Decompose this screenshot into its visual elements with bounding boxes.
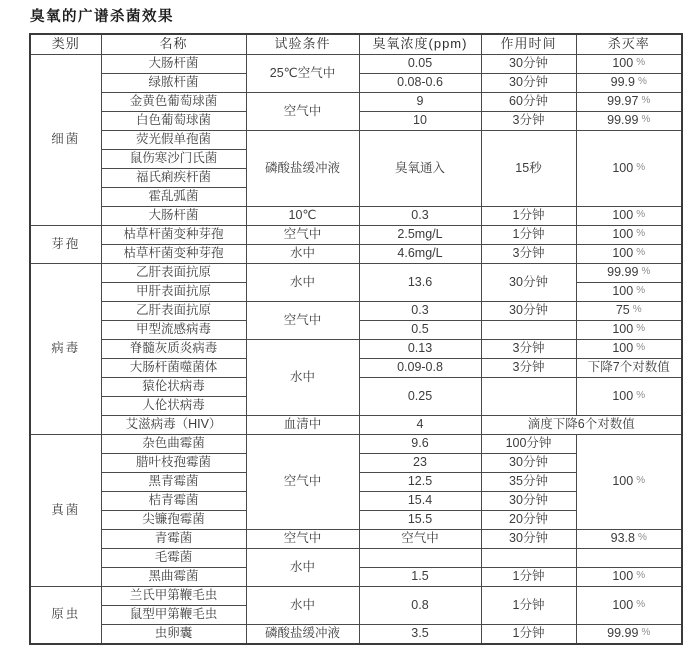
table-cell: 3分钟 — [481, 245, 576, 264]
table-row — [30, 245, 682, 264]
table-cell: 乙肝表面抗原 — [101, 264, 246, 283]
percent-sign: % — [636, 598, 646, 610]
table-cell: 1分钟 — [481, 587, 576, 625]
percent-sign: % — [641, 95, 651, 107]
table-row — [30, 226, 682, 245]
ozone-sterilization-table — [29, 33, 683, 645]
table-cell: 空气中 — [246, 530, 359, 549]
table-cell: 大肠杆菌噬菌体 — [101, 359, 246, 378]
table-cell: 9.6 — [359, 435, 481, 454]
table-cell: 30分钟 — [481, 530, 576, 549]
table-cell: 空气中 — [359, 530, 481, 549]
percent-sign: % — [636, 285, 646, 297]
table-cell: 25℃空气中 — [246, 55, 359, 93]
table-cell: 3分钟 — [481, 112, 576, 131]
table-cell: 枯草杆菌变种芽孢 — [101, 226, 246, 245]
table-cell: 30分钟 — [481, 55, 576, 74]
table-cell: 荧光假单孢菌 — [101, 131, 246, 150]
percent-sign: % — [637, 532, 647, 544]
table-cell: 15秒 — [481, 131, 576, 207]
table-cell: 100 % — [576, 226, 682, 245]
table-cell: 虫卵囊 — [101, 625, 246, 645]
table-cell: 0.05 — [359, 55, 481, 74]
percent-sign: % — [636, 57, 646, 69]
percent-sign: % — [636, 323, 646, 335]
column-header-3: 臭氧浓度(ppm) — [359, 34, 481, 55]
percent-sign: % — [632, 304, 642, 316]
table-cell: 30分钟 — [481, 492, 576, 511]
table-cell: 下降7个对数值 — [576, 359, 682, 378]
table-cell: 水中 — [246, 587, 359, 625]
table-row — [30, 207, 682, 226]
table-cell: 99.9 % — [576, 74, 682, 93]
table-row — [30, 587, 682, 606]
table-cell: 甲肝表面抗原 — [101, 283, 246, 302]
table-row — [30, 131, 682, 150]
table-cell: 磷酸盐缓冲液 — [246, 131, 359, 207]
table-cell: 12.5 — [359, 473, 481, 492]
table-row — [30, 340, 682, 359]
table-cell: 桔青霉菌 — [101, 492, 246, 511]
table-cell: 99.99 % — [576, 625, 682, 645]
table-cell: 水中 — [246, 264, 359, 302]
percent-sign: % — [637, 76, 647, 88]
table-cell: 100 % — [576, 283, 682, 302]
percent-sign: % — [636, 209, 646, 221]
table-cell: 23 — [359, 454, 481, 473]
table-cell: 93.8 % — [576, 530, 682, 549]
table-cell: 金黄色葡萄球菌 — [101, 93, 246, 112]
column-header-4: 作用时间 — [481, 34, 576, 55]
table-cell: 猿伦状病毒 — [101, 378, 246, 397]
table-cell: 100 % — [576, 435, 682, 530]
table-cell: 100 % — [576, 378, 682, 416]
table-row — [30, 416, 682, 435]
table-row — [30, 435, 682, 454]
percent-sign: % — [636, 475, 646, 487]
table-cell: 3分钟 — [481, 340, 576, 359]
column-header-1: 名称 — [101, 34, 246, 55]
table-cell: 30分钟 — [481, 302, 576, 321]
table-cell: 大肠杆菌 — [101, 55, 246, 74]
column-header-5: 杀灭率 — [576, 34, 682, 55]
table-cell: 青霉菌 — [101, 530, 246, 549]
table-row — [30, 264, 682, 283]
percent-sign: % — [636, 342, 646, 354]
table-cell: 水中 — [246, 340, 359, 416]
table-cell: 臭氧通入 — [359, 131, 481, 207]
table-cell: 空气中 — [246, 302, 359, 340]
category-cell: 原虫 — [30, 587, 101, 645]
column-header-2: 试验条件 — [246, 34, 359, 55]
table-cell: 15.5 — [359, 511, 481, 530]
percent-sign: % — [636, 247, 646, 259]
table-cell: 10 — [359, 112, 481, 131]
table-cell: 3.5 — [359, 625, 481, 645]
percent-sign: % — [641, 114, 651, 126]
table-cell: 100 % — [576, 131, 682, 207]
table-cell: 水中 — [246, 549, 359, 587]
table-cell: 黑青霉菌 — [101, 473, 246, 492]
table-cell: 2.5mg/L — [359, 226, 481, 245]
table-header-row — [30, 34, 682, 55]
percent-sign: % — [636, 161, 646, 173]
table-cell — [481, 378, 576, 416]
table-cell: 15.4 — [359, 492, 481, 511]
table-cell: 3分钟 — [481, 359, 576, 378]
table-cell: 绿脓杆菌 — [101, 74, 246, 93]
table-cell: 100 % — [576, 55, 682, 74]
table-cell: 1分钟 — [481, 568, 576, 587]
table-cell: 0.8 — [359, 587, 481, 625]
table-cell: 毛霉菌 — [101, 549, 246, 568]
table-row — [30, 302, 682, 321]
table-row — [30, 530, 682, 549]
table-cell: 0.13 — [359, 340, 481, 359]
table-cell: 100 % — [576, 587, 682, 625]
table-cell: 水中 — [246, 245, 359, 264]
table-cell: 20分钟 — [481, 511, 576, 530]
table-cell: 99.97 % — [576, 93, 682, 112]
table-cell: 1分钟 — [481, 226, 576, 245]
table-cell — [359, 549, 481, 568]
table-row — [30, 93, 682, 112]
table-cell: 60分钟 — [481, 93, 576, 112]
table-cell — [481, 321, 576, 340]
table-cell: 0.3 — [359, 302, 481, 321]
percent-sign: % — [636, 389, 646, 401]
table-cell: 30分钟 — [481, 264, 576, 302]
table-cell: 0.09-0.8 — [359, 359, 481, 378]
table-cell: 血清中 — [246, 416, 359, 435]
table-row — [30, 625, 682, 645]
table-cell: 9 — [359, 93, 481, 112]
table-cell: 4.6mg/L — [359, 245, 481, 264]
table-cell: 0.3 — [359, 207, 481, 226]
percent-sign: % — [636, 570, 646, 582]
table-cell: 100 % — [576, 245, 682, 264]
category-cell: 芽孢 — [30, 226, 101, 264]
table-cell: 1分钟 — [481, 207, 576, 226]
category-cell: 真菌 — [30, 435, 101, 587]
table-cell: 人伦状病毒 — [101, 397, 246, 416]
table-cell: 杂色曲霉菌 — [101, 435, 246, 454]
table-cell: 大肠杆菌 — [101, 207, 246, 226]
table-cell: 100 % — [576, 340, 682, 359]
percent-sign: % — [641, 627, 651, 639]
percent-sign: % — [636, 228, 646, 240]
table-cell: 99.99 % — [576, 112, 682, 131]
table-row — [30, 55, 682, 74]
category-cell: 细菌 — [30, 55, 101, 226]
page-title: 臭氧的广谱杀菌效果 — [30, 9, 174, 25]
percent-sign: % — [641, 266, 651, 278]
table-cell: 福氏痢疾杆菌 — [101, 169, 246, 188]
table-cell: 鼠伤寒沙门氏菌 — [101, 150, 246, 169]
table-cell: 空气中 — [246, 435, 359, 530]
table-cell: 磷酸盐缓冲液 — [246, 625, 359, 645]
table-cell: 0.08-0.6 — [359, 74, 481, 93]
table-cell: 尖镰孢霉菌 — [101, 511, 246, 530]
table-cell — [481, 549, 576, 568]
table-cell: 白色葡萄球菌 — [101, 112, 246, 131]
table-cell: 13.6 — [359, 264, 481, 302]
table-cell: 4 — [359, 416, 481, 435]
table-cell: 0.5 — [359, 321, 481, 340]
table-cell: 30分钟 — [481, 454, 576, 473]
table-cell: 100 % — [576, 321, 682, 340]
column-header-0: 类别 — [30, 34, 101, 55]
table-row — [30, 549, 682, 568]
table-cell: 黑曲霉菌 — [101, 568, 246, 587]
table-cell: 0.25 — [359, 378, 481, 416]
category-cell: 病毒 — [30, 264, 101, 435]
table-cell: 30分钟 — [481, 74, 576, 93]
table-cell: 甲型流感病毒 — [101, 321, 246, 340]
table-cell — [576, 549, 682, 568]
table-cell: 霍乱弧菌 — [101, 188, 246, 207]
table-cell: 空气中 — [246, 93, 359, 131]
table-cell: 100 % — [576, 568, 682, 587]
table-cell: 腊叶枝孢霉菌 — [101, 454, 246, 473]
table-cell: 1.5 — [359, 568, 481, 587]
table-cell: 75 % — [576, 302, 682, 321]
table-cell: 脊髓灰质炎病毒 — [101, 340, 246, 359]
table-cell: 鼠型甲第鞭毛虫 — [101, 606, 246, 625]
table-cell: 滴度下降6个对数值 — [481, 416, 682, 435]
table-cell: 乙肝表面抗原 — [101, 302, 246, 321]
table-cell: 枯草杆菌变种芽孢 — [101, 245, 246, 264]
table-cell: 艾滋病毒（HIV） — [101, 416, 246, 435]
table-cell: 100 % — [576, 207, 682, 226]
table-cell: 10℃ — [246, 207, 359, 226]
table-cell: 35分钟 — [481, 473, 576, 492]
table-cell: 空气中 — [246, 226, 359, 245]
table-cell: 100分钟 — [481, 435, 576, 454]
table-cell: 1分钟 — [481, 625, 576, 645]
table-cell: 兰氏甲第鞭毛虫 — [101, 587, 246, 606]
table-cell: 99.99 % — [576, 264, 682, 283]
